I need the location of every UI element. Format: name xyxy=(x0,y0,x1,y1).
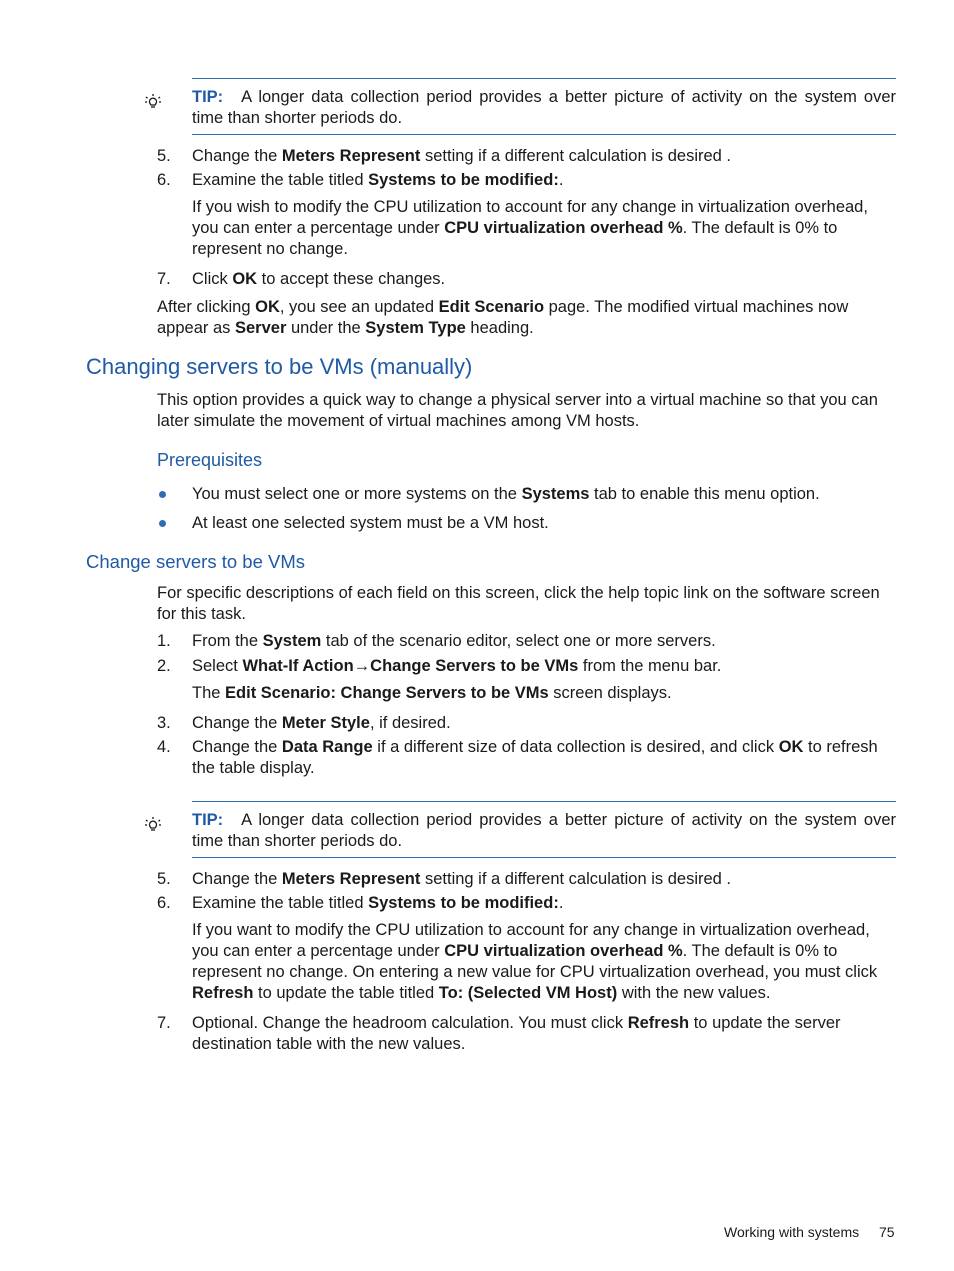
tip-label: TIP: xyxy=(192,88,224,106)
step-number: 2. xyxy=(157,657,171,675)
step-number: 1. xyxy=(157,632,171,650)
step-note: The Edit Scenario: Change Servers to be VMs screen displays. xyxy=(192,684,672,702)
subsection-heading: Change servers to be VMs xyxy=(86,551,306,572)
bullet-dot xyxy=(159,520,166,527)
subsection-intro: For specific descriptions of each field on this screen, click the help topic link on the software screen for this task. xyxy=(157,584,880,623)
step-text: Change the Meter Style, if desired. xyxy=(192,714,451,732)
arrow-icon: → xyxy=(353,657,371,675)
bullet-item: At least one selected system must be a VM host. xyxy=(192,514,549,532)
step-text: From the System tab of the scenario editor, select one or more servers. xyxy=(192,632,716,650)
step-number: 7. xyxy=(157,270,171,288)
step-text: Optional. Change the headroom calculation. You must click Refresh to update the server destination table with the new values. xyxy=(192,1014,841,1053)
step-text: Examine the table titled Systems to be modified:. xyxy=(192,894,564,912)
section-heading: Changing servers to be VMs (manually) xyxy=(86,354,473,379)
step-note: If you want to modify the CPU utilization to account for any change in virtualization overhead, you can enter a percentage under CPU virtualization overhead %. The default is 0% to represent no change. On entering a new value for CPU virtualization overhead, you must click Refresh to update the table titled To: (Selected VM Host) with the new values. xyxy=(192,921,878,1002)
tip-rule-bottom xyxy=(192,134,896,135)
step-text: Select What-If Action→Change Servers to be VMs from the menu bar. xyxy=(192,657,722,675)
lightbulb-icon xyxy=(143,92,163,112)
bullet-dot xyxy=(159,491,166,498)
tip-note xyxy=(192,87,896,129)
step-number: 6. xyxy=(157,894,171,912)
section-intro: This option provides a quick way to change a physical server into a virtual machine so that you can later simulate the movement of virtual machines among VM hosts. xyxy=(157,391,878,430)
tip-label: TIP: xyxy=(192,811,224,829)
step-number: 4. xyxy=(157,738,171,756)
prerequisites-heading: Prerequisites xyxy=(157,450,263,470)
page-number: 75 xyxy=(879,1224,895,1240)
step-text: Click OK to accept these changes. xyxy=(192,270,446,288)
step-number: 5. xyxy=(157,147,171,165)
step-text: Change the Meters Represent setting if a different calculation is desired . xyxy=(192,147,732,165)
step-text: Change the Data Range if a different size of data collection is desired, and click OK to refresh the table display. xyxy=(192,738,878,777)
tip-text: A longer data collection period provides a better picture of activity on the system over time than shorter periods do. xyxy=(192,88,896,127)
lightbulb-icon xyxy=(143,815,163,835)
tip-rule-top xyxy=(192,801,896,802)
tip-note xyxy=(192,810,896,852)
step-number: 3. xyxy=(157,714,171,732)
bullet-item: You must select one or more systems on the Systems tab to enable this menu option. xyxy=(192,485,820,503)
footer-section-title: Working with systems xyxy=(724,1224,860,1240)
tip-rule-bottom xyxy=(192,857,896,858)
step-text: Change the Meters Represent setting if a different calculation is desired . xyxy=(192,870,732,888)
step-number: 7. xyxy=(157,1014,171,1032)
step-number: 5. xyxy=(157,870,171,888)
step-number: 6. xyxy=(157,171,171,189)
tip-text: A longer data collection period provides a better picture of activity on the system over time than shorter periods do. xyxy=(192,811,896,850)
step-text: Examine the table titled Systems to be modified:. xyxy=(192,171,564,189)
step-note: If you wish to modify the CPU utilization to account for any change in virtualization overhead, you can enter a percentage under CPU virtualization overhead %. The default is 0% to represent no change. xyxy=(192,198,868,258)
tip-rule-top xyxy=(192,78,896,79)
paragraph: After clicking OK, you see an updated Edit Scenario page. The modified virtual machines now appear as Server under the System Type heading. xyxy=(157,298,849,337)
